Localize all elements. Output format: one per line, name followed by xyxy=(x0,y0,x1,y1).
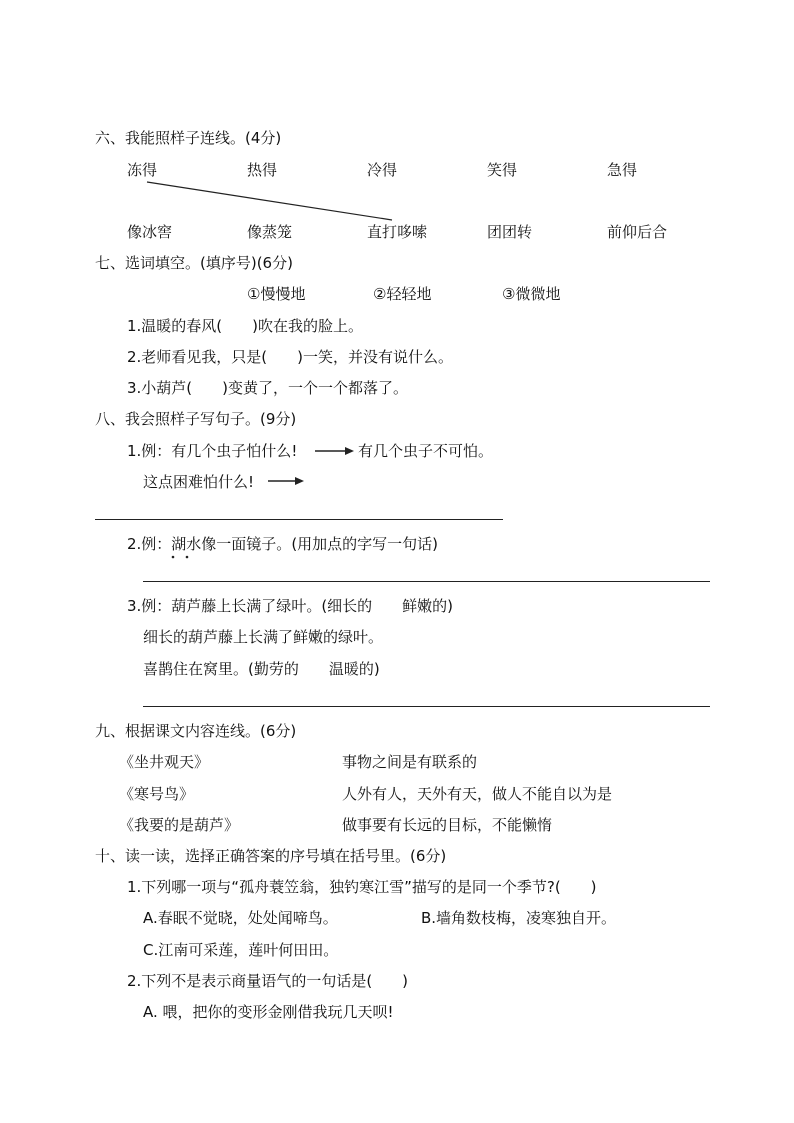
s7-question-1: 1.温暖的春风( )吹在我的脸上。 xyxy=(127,317,364,335)
s10-question-1: 1.下列哪一项与“孤舟蓑笠翁，独钓寒江雪”描写的是同一个季节?( ) xyxy=(127,878,597,896)
q2-option-a: A. 喂，把你的变形金刚借我玩几天呗! xyxy=(143,1003,394,1021)
s7-question-2: 2.老师看见我，只是( )一笑，并没有说什么。 xyxy=(127,348,454,366)
section-7-title: 七、选词填空。(填序号)(6分) xyxy=(95,254,293,272)
section-9-title: 九、根据课文内容连线。(6分) xyxy=(95,722,297,740)
section-8-title: 八、我会照样子写句子。(9分) xyxy=(95,410,297,428)
moral-2: 人外有人，天外有天，做人不能自以为是 xyxy=(342,785,613,803)
section-10-title: 十、读一读，选择正确答案的序号填在括号里。(6分) xyxy=(95,847,447,865)
bottom-word-1: 像冰窖 xyxy=(127,223,173,241)
s7-question-3: 3.小葫芦( )变黄了，一个一个都落了。 xyxy=(127,379,409,397)
task-3-sentence: 喜鹊住在窝里。(勤劳的 温暖的) xyxy=(143,660,380,678)
emphasis-dot-2 xyxy=(186,556,189,559)
example-3-result: 细长的葫芦藤上长满了鲜嫩的绿叶。 xyxy=(143,628,384,646)
arrow-icon xyxy=(315,447,354,455)
s10-question-2: 2.下列不是表示商量语气的一句话是( ) xyxy=(127,972,409,990)
option-1: ①慢慢地 xyxy=(247,285,306,303)
top-word-2: 热得 xyxy=(247,161,278,179)
answer-line-3[interactable] xyxy=(143,706,710,707)
moral-1: 事物之间是有联系的 xyxy=(342,753,478,771)
bottom-word-2: 像蒸笼 xyxy=(247,223,293,241)
top-word-1: 冻得 xyxy=(127,161,158,179)
bottom-word-5: 前仰后合 xyxy=(607,223,668,241)
arrow-icon-2 xyxy=(268,477,304,485)
example-3-original: 3.例：葫芦藤上长满了绿叶。(细长的 鲜嫩的) xyxy=(127,597,454,615)
lesson-1: 《坐井观天》 xyxy=(119,753,210,771)
answer-line-2[interactable] xyxy=(143,581,710,582)
example-match-line xyxy=(147,182,392,220)
q1-option-b: B.墙角数枝梅，凌寒独自开。 xyxy=(421,909,617,927)
lesson-2: 《寒号鸟》 xyxy=(119,785,195,803)
example-2: 2.例：湖水像一面镜子。(用加点的字写一句话) xyxy=(127,535,439,553)
q1-option-a: A.春眠不觉晓，处处闻啼鸟。 xyxy=(143,909,338,927)
section-6-title: 六、我能照样子连线。(4分) xyxy=(95,129,282,147)
example-1-result: 有几个虫子不可怕。 xyxy=(358,442,494,460)
bottom-word-4: 团团转 xyxy=(487,223,533,241)
q1-option-c: C.江南可采莲，莲叶何田田。 xyxy=(143,941,339,959)
top-word-3: 冷得 xyxy=(367,161,398,179)
option-2: ②轻轻地 xyxy=(373,285,432,303)
moral-3: 做事要有长远的目标，不能懒惰 xyxy=(342,816,553,834)
answer-line-1[interactable] xyxy=(95,519,503,520)
top-word-5: 急得 xyxy=(607,161,638,179)
option-3: ③微微地 xyxy=(502,285,561,303)
top-word-4: 笑得 xyxy=(487,161,518,179)
task-1-sentence: 这点困难怕什么! xyxy=(143,473,255,491)
emphasis-dot-1 xyxy=(172,556,175,559)
example-1-original: 1.例：有几个虫子怕什么! xyxy=(127,442,298,460)
lesson-3: 《我要的是葫芦》 xyxy=(119,816,240,834)
bottom-word-3: 直打哆嗦 xyxy=(367,223,428,241)
